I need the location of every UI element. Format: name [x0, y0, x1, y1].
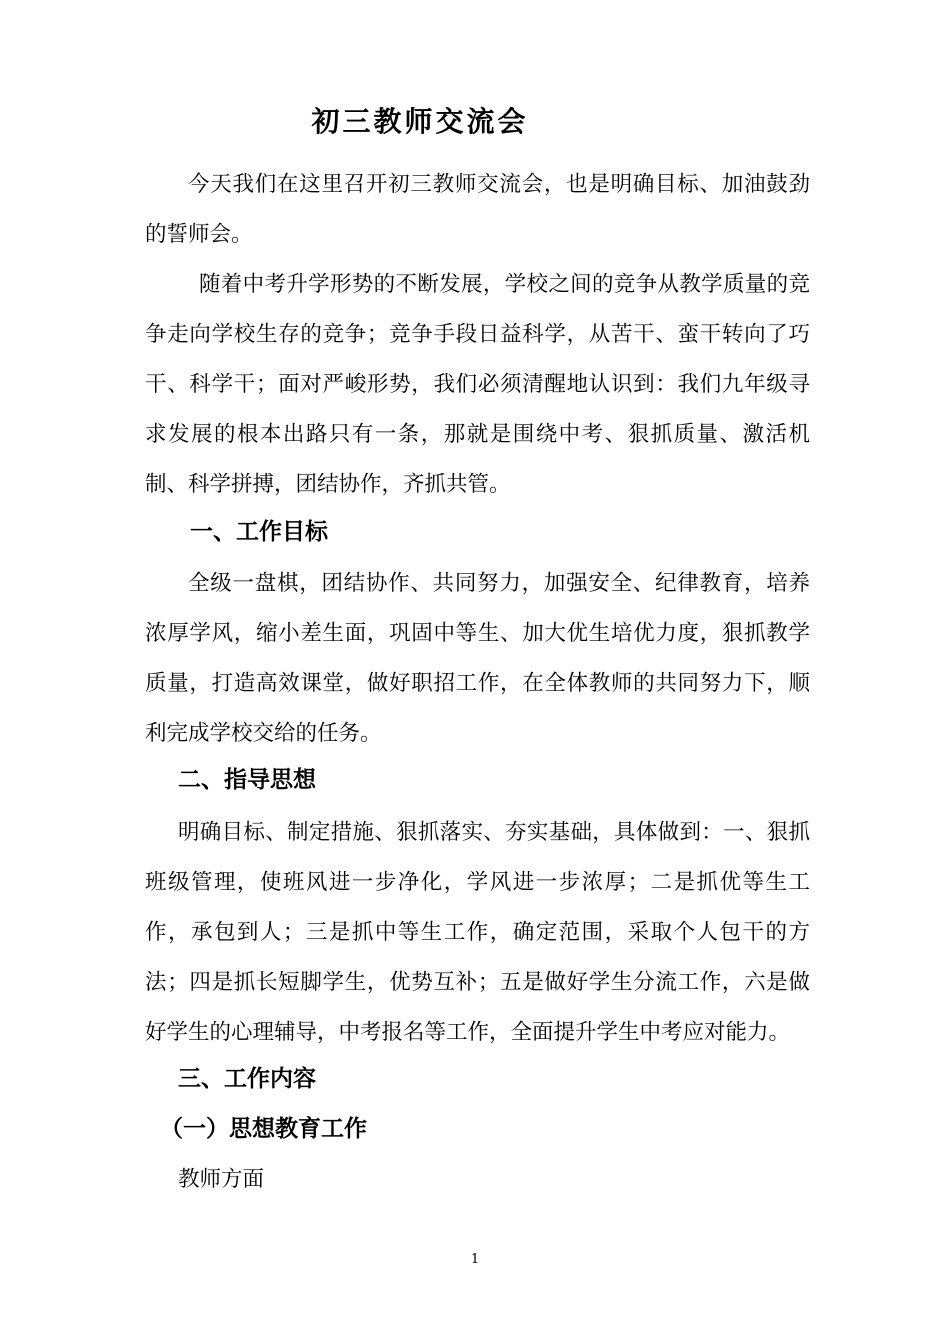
section-2-body: 明确目标、制定措施、狠抓落实、夯实基础，具体做到：一、狠抓班级管理，使班风进一步净化，学风进一步浓厚；二是抓优等生工作，承包到人；三是抓中等生工作，确定范围，采取个人包干的方法；四是抓长短脚学生，优势互补；五是做好学生分流工作，六是做好学生的心理辅导，中考报名等工作，全面提升学生中考应对能力。 — [145, 820, 810, 1045]
section-1-body: 全级一盘棋，团结协作、共同努力，加强安全、纪律教育，培养浓厚学风，缩小差生面，巩固中等生、加大优生培优力度，狠抓教学质量，打造高效课堂，做好职招工作，在全体教师的共同努力下，顺利完成学校交给的任务。 — [145, 571, 810, 746]
intro-paragraph: 今天我们在这里召开初三教师交流会，也是明确目标、加油鼓劲的誓师会。 — [145, 172, 810, 247]
situation-paragraph: 随着中考升学形势的不断发展，学校之间的竞争从教学质量的竞争走向学校生存的竞争；竞争手段日益科学，从苦干、蛮干转向了巧干、科学干；面对严峻形势，我们必须清醒地认识到：我们九年级寻求发展的根本出路只有一条，那就是围绕中考、狠抓质量、激活机制、科学拼搏，团结协作，齐抓共管。 — [145, 272, 810, 497]
page-number: 1 — [470, 1252, 480, 1267]
document-title: 初三教师交流会 — [311, 105, 529, 138]
section-2-heading: 二、指导思想 — [178, 767, 316, 793]
section-3-heading: 三、工作内容 — [178, 1066, 316, 1092]
section-1-heading: 一、工作目标 — [190, 519, 328, 545]
subsection-label: 教师方面 — [178, 1167, 265, 1192]
section-3-subheading: （一）思想教育工作 — [160, 1116, 367, 1142]
